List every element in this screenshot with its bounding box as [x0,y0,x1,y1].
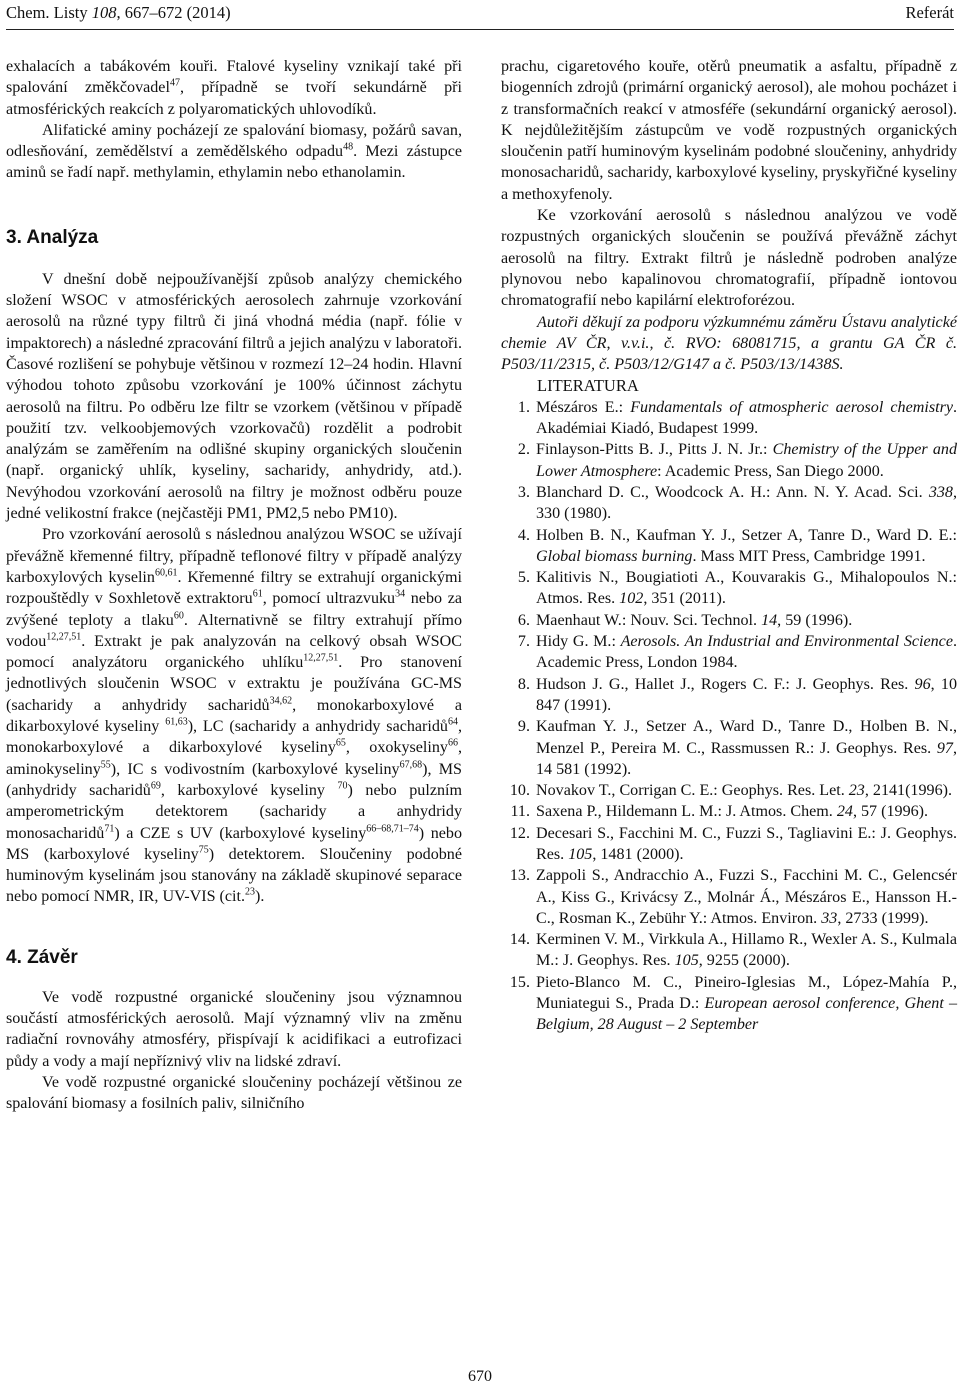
reference-number: 9. [517,718,530,736]
citation-superscript: 55 [100,759,111,771]
citation-superscript: 75 [198,844,209,856]
reference-italic-text: 33 [821,909,838,927]
right-column [501,56,957,1036]
reference-number: 6. [517,611,530,629]
reference-italic-text: 14 [761,611,778,629]
reference-italic-text: Global biomass burning [536,547,693,565]
citation-superscript: 34,62 [269,695,293,707]
acknowledgement: Autoři děkují za podporu výzkumnému záměru Ústavu analytické chemie AV ČR, v.v.i., č. RVO: 68081715, a grantu GA ČR č. P503/11/2315, č. P503/12/G147 a č. P503/13/1438S. [501,313,957,374]
reference-item [501,439,957,482]
reference-italic-text: 24 [836,803,853,821]
header-divider [6,29,954,30]
journal-name: Chem. Listy [6,3,92,22]
reference-number: 12. [509,824,530,842]
reference-text: Holben B. N., Kaufman Y. J., Setzer A, Tanre D., Ward D. E.: [536,526,957,544]
citation-superscript: 61 [252,588,263,600]
reference-item [501,525,957,568]
citation-superscript: 66–68,71–74 [366,823,419,835]
reference-item [501,397,957,440]
paragraph-sampling-filters: Pro vzorkování aerosolů s následnou analýzou WSOC se užívají převážně křemenné filtry, případně teflonové filtry v případě analýzy karboxylových kyselin$^{60,61}$. Křemenné filtry se extrahují organickými rozpouštědly v Soxhletově extraktoru$^{61}$, pomocí ultrazvuku$^{34}$ nebo za zvýšené teploty a tlaku$^{60}$. Alternativně se filtry extrahují přímo vodou$^{12,27,51}$. Extrakt je pak analyzován na celkový obsah WSOC pomocí analyzátoru organického uhlíku$^{12,27,51}$. Pro stanovení jednotlivých sloučenin WSOC v extraktu je používána GC-MS (sacharidy a anhydridy sacharidů$^{34,62}$, monokarboxylové a dikarboxylové kyseliny $^{61,63}$), LC (sacharidy a anhydridy sacharidů$^{64}$, monokarboxylové a dikarboxylové kyseliny$^{65}$, oxokyseliny$^{66}$, aminokyseliny$^{55}$), IC s vodivostním (karboxylové kyseliny$^{67,68}$), MS (anhydridy sacharidů$^{69}$, karboxylové kyseliny $^{70}$) nebo pulzním amperometrickým detektorem (sacharidy a anhydridy monosacharidů$^{71}$) a CZE s UV (karboxylové kyseliny$^{66-68,71-74}$) nebo MS (karboxylové kyseliny$^{75}$) detektorem. Sloučeniny podobné huminovým kyselinám jsou stanovány na základě skupinové separace nebo pomocí NMR, IR, UV-VIS (cit.$^{23}$). [6,526,463,906]
reference-number: 3. [517,483,530,501]
reference-number: 11. [510,803,530,821]
reference-number: 15. [509,973,530,991]
reference-list [501,397,957,1036]
paragraph-analysis-methods: V dnešní době nejpoužívanější způsob analýzy chemického složení WSOC v atmosférických aerosolech zahrnuje vzorkování aerosolů na různé typy filtrů či jiná vhodná média (např. fólie v impaktorech) a následné zpracování filtrů a jejich analýzu v laboratoři. Časové rozlišení se pohybuje většinou v rozmezí 12–24 hodin. Hlavní výhodou tohoto způsobu vzorkování je 100% účinnost záchytu aerosolů na filtru. Po odběru lze filtr se vzorkem (většinou v případě použití tzv. velkoobjemových vzorkovačů) rozdělit a podrobit analýzám se zaměřením na odlišné skupiny organických sloučenin (např. organický uhlík, kyseliny, sacharidy, anhydridy, atd.). Nevýhodou vzorkování aerosolů na filtry je možnost odběru pouze jedné velikostní frakce (nejčastěji PM1, PM2,5 nebo PM10). [6,270,462,523]
reference-number: 8. [517,675,530,693]
reference-text: , 9255 (2000). [698,952,790,970]
reference-text: Blanchard D. C., Woodcock A. H.: Ann. N. Y. Acad. Sci. [536,483,929,501]
reference-text: , 57 (1996). [852,803,929,821]
reference-text: , 14 581 (1992). [536,739,957,778]
reference-italic-text: 23 [848,782,865,800]
reference-text: Zappoli S., Andracchio A., Fuzzi S., Facchini M. C., Gelencsér A., Kiss G., Krivácsy Z., Molnár Á., Mészáros E., Hansson H.-C., Rosman K., Zebühr Y.: Atmos. Environ. [536,867,957,927]
reference-item [501,631,957,674]
running-header [6,0,954,30]
reference-text: . Akadémiai Kiadó, Budapest 1999. [536,398,958,438]
citation-superscript: 47 [169,77,180,89]
citation-superscript: 69 [150,780,161,792]
reference-text: Novakov T., Corrigan C. E.: Geophys. Res. Let. [536,782,849,800]
reference-italic-text: Aerosols. An Industrial and Environmental Science [620,633,953,651]
reference-italic-text: 96 [914,675,931,693]
reference-number: 4. [517,526,530,544]
reference-text: Pieto-Blanco M. C., Pineiro-Iglesias M., López-Mahía P., Muniategui S., Prada D.: [536,973,957,1013]
reference-text: , 330 (1980). [536,483,957,523]
citation-superscript: 65 [335,737,346,749]
reference-italic-text: Chemistry of the Upper and Lower Atmosphere [536,441,957,480]
reference-text: Saxena P., Hildemann L. M.: J. Atmos. Chem. [536,803,837,821]
reference-text: Kalitivis N., Bougiatioti A., Kouvarakis G., Mihalopoulos N.: Atmos. Res. [536,569,957,608]
reference-text: Decesari S., Facchini M. C., Fuzzi S., Tagliavini E.: J. Geophys. Res. [536,824,957,863]
reference-number: 1. [517,398,530,416]
reference-text: Hudson J. G., Hallet J., Rogers C. F.: J. Geophys. Res. [536,675,915,693]
reference-text: , 351 (2011). [643,590,726,608]
citation-superscript: 71 [104,823,115,835]
paragraph-sources-continued: prachu, cigaretového kouře, otěrů pneumatik a asfaltu, případně z biogenních zdrojů (primární organický aerosol), ale mohou pocházet i z transformačních reakcí v atmosféře (sekundární organický aerosol). K nejdůležitějším zástupcům ve vodě rozpustných organických sloučenin patří huminovým kyselinám podobné sloučeniny, anhydridy monosacharidů, sacharidy, karboxylové kyseliny, pryskyřičné kyseliny a methoxyfenoly. [501,58,957,203]
journal-volume: 108 [91,3,117,22]
reference-number: 10. [509,782,530,800]
reference-text: Finlayson-Pitts B. J., Pitts J. N. Jr.: [536,441,773,459]
reference-item [501,567,957,610]
section-heading-zaver: 4. Závěr [6,946,78,968]
paragraph-sampling-summary: Ke vzorkování aerosolů s následnou analýzou ve vodě rozpustných organických sloučenin se používá převážně záchyt aerosolů na filtry. Extrakt filtrů je následně podroben analýze plynovou nebo kapalinovou chromatografií, případně iontovou chromatografií nebo kapilární elektroforézou. [501,207,957,310]
reference-italic-text: 338 [928,483,953,501]
reference-italic-text: 102 [619,590,644,608]
reference-number: 2. [517,441,530,459]
reference-text: Mészáros E.: [536,398,631,416]
reference-text: Maenhaut W.: Nouv. Sci. Technol. [536,611,762,629]
citation-superscript: 34 [395,588,406,600]
paragraph-phthalic-acids: exhalacích a tabákovém kouři. Ftalové kyseliny vznikají také při spalování změkčovadel$^{47}$, případně se tvoří sekundárně při atmosférických reakcích z polyaromatických uhlovodíků. [6,58,462,118]
reference-text: Kaufman Y. J., Setzer A., Ward D., Tanre D., Holben B. N., Menzel P., Pereira M. C., Rassmussen R.: J. Geophys. Res. [536,718,957,757]
section-label: Referát [905,3,954,22]
citation-superscript: 48 [343,141,354,153]
reference-text: Kerminen V. M., Virkkula A., Hillamo R., Wexler A. S., Kulmala M.: J. Geophys. Res. [536,931,957,970]
reference-number: 13. [509,867,530,885]
citation-superscript: 60 [173,610,184,622]
citation-superscript: 12,27,51 [303,652,339,664]
paragraph-conclusion-1: Ve vodě rozpustné organické sloučeniny jsou významnou součástí atmosférických aerosolů. Mají významný vliv na změnu radiační rovnováhy atmosféry, přispívají k acidifikaci a eutrofizaci půdy a vody a mají nepříznivý vliv na lidské zdraví. [6,988,462,1070]
citation-superscript: 23 [245,887,256,899]
reference-item [501,972,957,1036]
reference-text: , 2141(1996). [864,782,953,800]
reference-item [501,823,957,866]
citation-superscript: 70 [337,780,348,792]
citation-superscript: 61,63 [165,716,188,728]
reference-item [501,482,957,525]
citation-superscript: 12,27,51 [46,631,82,643]
citation-superscript: 60,61 [154,567,178,579]
section-heading-analyza: 3. Analýza [6,226,99,248]
reference-italic-text: 105 [674,952,699,970]
reference-italic-text: 97 [936,739,953,757]
reference-text: , 10 847 (1991). [536,675,958,714]
citation-superscript: 67,68 [399,759,423,771]
reference-italic-text: European aerosol conference, Ghent – Belgium, 28 August – 2 September [536,995,957,1034]
reference-text: : Academic Press, San Diego 2000. [657,462,884,480]
reference-italic-text: Fundamentals of atmospheric aerosol chemistry [630,398,953,416]
reference-item [501,610,957,631]
reference-item [501,674,957,717]
reference-item [501,929,957,972]
reference-text: . Mass MIT Press, Cambridge 1991. [692,547,926,565]
citation-superscript: 66 [447,737,458,749]
reference-number: 14. [509,931,530,949]
page-number: 670 [468,1368,492,1385]
citation-superscript: 64 [447,716,458,728]
journal-pages: , 667–672 (2014) [116,3,231,22]
journal-citation [6,0,231,26]
reference-item [501,716,957,780]
reference-text: , 1481 (2000). [592,845,684,863]
reference-item [501,865,957,929]
paragraph-aliphatic-amines: Alifatické aminy pocházejí ze spalování biomasy, požárů savan, odlesňování, zemědělství a zemědělského odpadu$^{48}$. Mezi zástupce aminů se řadí např. methylamin, ethylamin nebo ethanolamin. [6,121,462,182]
references-heading: LITERATURA [537,376,639,396]
left-column [6,56,462,1114]
paragraph-conclusion-2: Ve vodě rozpustné organické sloučeniny pocházejí většinou ze spalování biomasy a fosilních paliv, silničního [6,1073,462,1113]
reference-italic-text: 105 [568,845,593,863]
reference-item [501,801,957,822]
reference-number: 5. [517,569,530,587]
reference-number: 7. [517,633,530,651]
reference-text: , 2733 (1999). [837,909,929,927]
reference-text: . Academic Press, London 1984. [536,633,957,672]
reference-item [501,780,957,801]
reference-text: , 59 (1996). [777,611,853,629]
reference-text: Hidy G. M.: [536,633,621,651]
